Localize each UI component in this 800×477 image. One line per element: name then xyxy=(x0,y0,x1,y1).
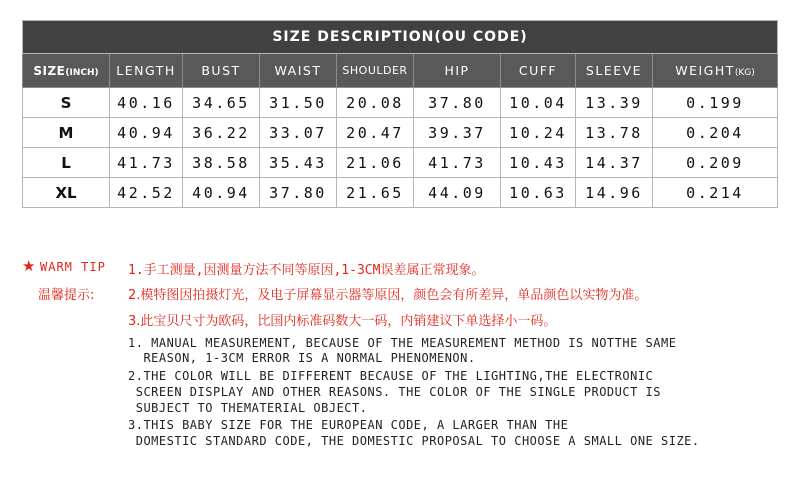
cell-cuff: 10.04 xyxy=(501,88,576,118)
header-length: LENGTH xyxy=(110,54,183,88)
cell-size: M xyxy=(23,118,110,148)
cell-hip: 44.09 xyxy=(414,178,501,208)
cn-tip-line: 2.模特图因拍摄灯光，及电子屏幕显示器等原因，颜色会有所差异，单品颜色以实物为准。 xyxy=(128,288,648,303)
header-sleeve: SLEEVE xyxy=(576,54,653,88)
cell-waist: 35.43 xyxy=(260,148,337,178)
cell-length: 40.16 xyxy=(110,88,183,118)
header-size: SIZE(INCH) xyxy=(23,54,110,88)
cell-length: 40.94 xyxy=(110,118,183,148)
en-tip-line: SUBJECT TO THEMATERIAL OBJECT. xyxy=(128,401,368,415)
warm-tip-label: WARM TIP xyxy=(40,260,106,274)
header-bust: BUST xyxy=(183,54,260,88)
cell-size: XL xyxy=(23,178,110,208)
en-tip-line: DOMESTIC STANDARD CODE, THE DOMESTIC PROPOSAL TO CHOOSE A SMALL ONE SIZE. xyxy=(128,434,700,448)
cn-tip-line: 3.此宝贝尺寸为欧码，比国内标准码数大一码，内销建议下单选择小一码。 xyxy=(128,314,557,329)
cell-bust: 38.58 xyxy=(183,148,260,178)
cell-sleeve: 14.96 xyxy=(576,178,653,208)
cell-waist: 31.50 xyxy=(260,88,337,118)
cell-weight: 0.209 xyxy=(653,148,778,178)
en-tip-line: SCREEN DISPLAY AND OTHER REASONS. THE COLOR OF THE SINGLE PRODUCT IS xyxy=(128,385,661,399)
cell-bust: 34.65 xyxy=(183,88,260,118)
table-row xyxy=(23,148,778,178)
cell-bust: 36.22 xyxy=(183,118,260,148)
cell-waist: 33.07 xyxy=(260,118,337,148)
table-title: SIZE DESCRIPTION(OU CODE) xyxy=(23,21,778,54)
cell-bust: 40.94 xyxy=(183,178,260,208)
header-hip: HIP xyxy=(414,54,501,88)
header-waist: WAIST xyxy=(260,54,337,88)
cell-length: 41.73 xyxy=(110,148,183,178)
cell-waist: 37.80 xyxy=(260,178,337,208)
cell-shoulder: 21.65 xyxy=(337,178,414,208)
star-icon: ★ xyxy=(22,257,36,275)
en-tip-line: 3.THIS BABY SIZE FOR THE EUROPEAN CODE, A LARGER THAN THE xyxy=(128,418,569,432)
table-row xyxy=(23,118,778,148)
en-tip-line: 1. MANUAL MEASUREMENT, BECAUSE OF THE MEASUREMENT METHOD IS NOTTHE SAME xyxy=(128,336,677,350)
cell-weight: 0.199 xyxy=(653,88,778,118)
warm-tip-cn-label: 温馨提示: xyxy=(38,288,95,303)
cell-weight: 0.214 xyxy=(653,178,778,208)
header-weight: WEIGHT(KG) xyxy=(653,54,778,88)
cell-sleeve: 14.37 xyxy=(576,148,653,178)
cell-weight: 0.204 xyxy=(653,118,778,148)
cn-tip-line: 1.手工测量,因测量方法不同等原因,1-3CM误差属正常现象。 xyxy=(128,263,485,278)
table-row xyxy=(23,88,778,118)
header-shoulder: SHOULDER xyxy=(337,54,414,88)
table-header-row xyxy=(23,54,778,88)
cell-cuff: 10.43 xyxy=(501,148,576,178)
header-cuff: CUFF xyxy=(501,54,576,88)
cell-sleeve: 13.39 xyxy=(576,88,653,118)
cell-cuff: 10.63 xyxy=(501,178,576,208)
size-chart-table xyxy=(22,20,778,208)
cell-hip: 39.37 xyxy=(414,118,501,148)
cell-length: 42.52 xyxy=(110,178,183,208)
en-tip-line: REASON, 1-3CM ERROR IS A NORMAL PHENOMENON. xyxy=(128,351,476,365)
cell-hip: 41.73 xyxy=(414,148,501,178)
cell-cuff: 10.24 xyxy=(501,118,576,148)
cell-size: L xyxy=(23,148,110,178)
cell-size: S xyxy=(23,88,110,118)
cell-hip: 37.80 xyxy=(414,88,501,118)
en-tip-line: 2.THE COLOR WILL BE DIFFERENT BECAUSE OF THE LIGHTING,THE ELECTRONIC xyxy=(128,369,654,383)
cell-shoulder: 21.06 xyxy=(337,148,414,178)
table-row xyxy=(23,178,778,208)
cell-shoulder: 20.47 xyxy=(337,118,414,148)
cell-shoulder: 20.08 xyxy=(337,88,414,118)
cell-sleeve: 13.78 xyxy=(576,118,653,148)
